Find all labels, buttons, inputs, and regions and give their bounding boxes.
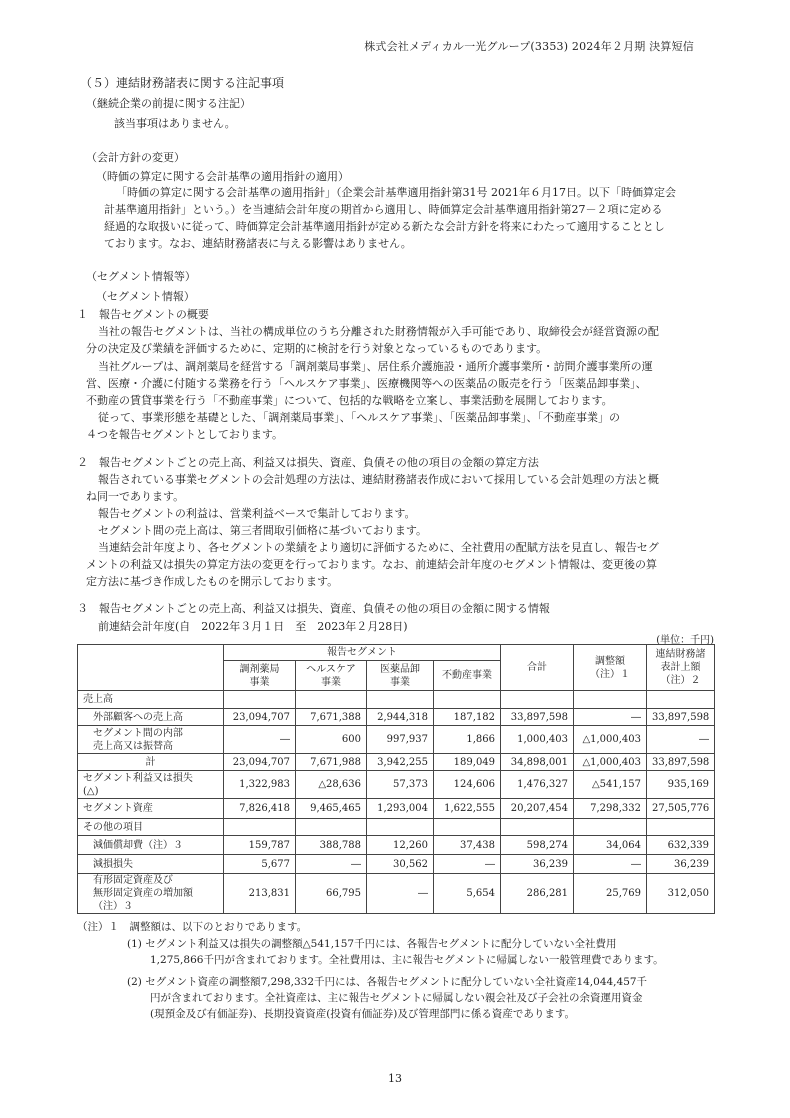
cell: 37,438 <box>434 836 501 855</box>
note-1b-line: (2) セグメント資産の調整額7,298,332千円には、各報告セグメントに配分していない全社資産14,044,457千 <box>127 976 648 988</box>
header-col: 不動産事業 <box>434 661 501 691</box>
s2-line: セグメント間の売上高は、第三者間取引価格に基づいております。 <box>98 524 428 537</box>
table-row <box>78 754 715 771</box>
section-title: （５）連結財務諸表に関する注記事項 <box>80 76 285 90</box>
note-1a-line: (1) セグメント利益又は損失の調整額△541,157千円には、各報告セグメントに配分していない全社費用 <box>127 938 617 950</box>
table-row <box>78 726 715 754</box>
s1-line: 不動産の賃貸事業を行う「不動産事業」について、包括的な戦略を立案し、事業活動を展開しております。 <box>86 394 613 407</box>
cell: ― <box>647 726 715 754</box>
cell: 598,274 <box>501 836 574 855</box>
segment-info-title: （セグメント情報等） <box>86 270 196 283</box>
note-1a-line: 1,275,866千円が含まれております。全社費用は、主に報告セグメントに帰属しない一般管理費であります。 <box>150 954 664 966</box>
row-label: 計 <box>78 754 224 771</box>
note-1: （注）１ 調整額は、以下のとおりであります。 <box>77 921 308 933</box>
going-concern-body: 該当事項はありません。 <box>114 117 236 130</box>
s1-title: １ 報告セグメントの概要 <box>77 308 209 321</box>
s2-title: ２ 報告セグメントごとの売上高、利益又は損失、資産、負債その他の項目の金額の算定方法 <box>77 456 539 469</box>
row-label: 有形固定資産及び 無形固定資産の増加額 （注）３ <box>93 875 193 912</box>
s2-line: 当連結会計年度より、各セグメントの業績をより適切に評価するために、全社費用の配賦方法を見直し、報告セグ <box>98 541 659 554</box>
s1-line: 分の決定及び業績を評価するために、定期的に検討を行う対象となっているものであります。 <box>86 342 548 355</box>
cell: 935,169 <box>647 771 715 799</box>
unit-label: (単位：千円) <box>656 635 714 646</box>
cell: 997,937 <box>367 726 434 754</box>
cell: 23,094,707 <box>224 709 296 726</box>
table-row <box>78 836 715 855</box>
cell: 36,239 <box>647 855 715 874</box>
table-row <box>78 799 715 819</box>
s1-line: 当社グループは、調剤薬局を経営する「調剤薬局事業」、居住系介護施設・通所介護事業所・訪問介護事業所の運 <box>98 360 653 373</box>
cell: 1,866 <box>434 726 501 754</box>
cell: 159,787 <box>224 836 296 855</box>
header-col: ヘルスケア 事業 <box>296 661 367 691</box>
cell: 57,373 <box>367 771 434 799</box>
cell: 34,064 <box>574 836 647 855</box>
note-1b-line: (現預金及び有価証券)、長期投資資産(投資有価証券)及び管理部門に係る資産であります。 <box>150 1008 576 1020</box>
cell: 36,239 <box>501 855 574 874</box>
s3-title: ３ 報告セグメントごとの売上高、利益又は損失、資産、負債その他の項目の金額に関する情報 <box>77 602 550 615</box>
table-row <box>78 771 715 799</box>
cell: ― <box>224 726 296 754</box>
header-report-segment: 報告セグメント <box>224 645 501 661</box>
cell: 7,671,988 <box>296 754 367 771</box>
s2-line: ね同一であります。 <box>86 490 185 503</box>
cell: 7,826,418 <box>224 799 296 819</box>
cell: ― <box>296 855 367 874</box>
row-label: セグメント間の内部 売上高又は振替高 <box>93 727 183 752</box>
header-blank <box>78 645 224 691</box>
cell: 1,622,555 <box>434 799 501 819</box>
accounting-change-subtitle: （時価の算定に関する会計基準の適用指針の適用） <box>96 170 349 183</box>
row-label: 減価償却費（注）３ <box>93 839 183 851</box>
cell: 1,293,004 <box>367 799 434 819</box>
cell: 34,898,001 <box>501 754 574 771</box>
cell: 2,944,318 <box>367 709 434 726</box>
cell: 286,281 <box>501 874 574 914</box>
accounting-change-line: 計基準適用指針」という。）を当連結会計年度の期首から適用し、時価算定会計基準適用指針第27－２項に定める <box>104 203 663 216</box>
cell: 9,465,465 <box>296 799 367 819</box>
s3-period: 前連結会計年度(自 2022年３月１日 至 2023年２月28日) <box>98 620 408 633</box>
s1-line: 従って、事業形態を基礎とした、「調剤薬局事業」、「ヘルスケア事業」、「医薬品卸事業」、「不動産事業」の <box>98 411 620 424</box>
page-number: 13 <box>388 1072 402 1085</box>
cell: 312,050 <box>647 874 715 914</box>
s1-line: 当社の報告セグメントは、当社の構成単位のうち分離された財務情報が入手可能であり、取締役会が経営資源の配 <box>98 325 659 338</box>
cell: 12,260 <box>367 836 434 855</box>
other-items-label: その他の項目 <box>78 819 224 836</box>
accounting-change-line: 「時価の算定に関する会計基準の適用指針」（企業会計基準適用指針第31号 2021年６月17日。以下「時価算定会 <box>116 186 676 199</box>
cell: 30,562 <box>367 855 434 874</box>
page-header: 株式会社メディカル一光グループ(3353) 2024年２月期 決算短信 <box>364 40 694 53</box>
cell: 1,000,403 <box>501 726 574 754</box>
cell: 124,606 <box>434 771 501 799</box>
cell: 5,654 <box>434 874 501 914</box>
row-label: 減損損失 <box>93 858 133 870</box>
header-col: 医薬品卸 事業 <box>367 661 434 691</box>
cell: ― <box>574 855 647 874</box>
cell: △1,000,403 <box>574 754 647 771</box>
s1-line: 営、医療・介護に付随する業務を行う「ヘルスケア事業」、医療機関等への医薬品の販売を行う「医薬品卸事業」、 <box>86 377 647 390</box>
s2-line: 定方法に基づき作成したものを開示しております。 <box>86 575 339 588</box>
header-adjust: 調整額 （注）１ <box>574 645 647 691</box>
cell: 632,339 <box>647 836 715 855</box>
cell: 187,182 <box>434 709 501 726</box>
cell: 33,897,598 <box>647 709 715 726</box>
cell: ― <box>574 709 647 726</box>
cell: 5,677 <box>224 855 296 874</box>
cell: 600 <box>296 726 367 754</box>
cell: 20,207,454 <box>501 799 574 819</box>
s2-line: メントの利益又は損失の算定方法の変更を行っております。なお、前連結会計年度のセグメント情報は、変更後の算 <box>86 558 658 571</box>
s1-line: ４つを報告セグメントとしております。 <box>86 428 284 441</box>
cell: 27,505,776 <box>647 799 715 819</box>
table-row <box>78 874 715 914</box>
row-label: 外部顧客への売上高 <box>93 711 183 723</box>
cell: △541,157 <box>574 771 647 799</box>
cell: 33,897,598 <box>501 709 574 726</box>
table-row <box>78 855 715 874</box>
header-consolidated: 連結財務諸 表計上額 （注）２ <box>647 645 715 691</box>
cell: 213,831 <box>224 874 296 914</box>
cell: ― <box>434 855 501 874</box>
segment-info-subtitle: （セグメント情報） <box>96 290 195 303</box>
row-label <box>78 691 224 709</box>
row-label: セグメント資産 <box>78 799 224 819</box>
going-concern-title: （継続企業の前提に関する注記） <box>86 97 251 110</box>
cell: 7,298,332 <box>574 799 647 819</box>
cell: 388,788 <box>296 836 367 855</box>
cell: 1,476,327 <box>501 771 574 799</box>
accounting-change-line: 経過的な取扱いに従って、時価算定会計基準適用指針が定める新たな会計方針を将来にわたって適用することとし <box>104 220 665 233</box>
header-total: 合計 <box>501 645 574 691</box>
cell: 33,897,598 <box>647 754 715 771</box>
header-col: 調剤薬局 事業 <box>224 661 296 691</box>
accounting-change-line: ております。なお、連結財務諸表に与える影響はありません。 <box>104 237 412 250</box>
cell: 189,049 <box>434 754 501 771</box>
s2-line: 報告されている事業セグメントの会計処理の方法は、連結財務諸表作成において採用している会計処理の方法と概 <box>98 473 659 486</box>
cell: 66,795 <box>296 874 367 914</box>
cell: 23,094,707 <box>224 754 296 771</box>
sales-label: 売上高 <box>83 694 113 705</box>
s2-line: 報告セグメントの利益は、営業利益ベースで集計しております。 <box>98 507 416 520</box>
cell: 25,769 <box>574 874 647 914</box>
note-1b-line: 円が含まれております。全社資産は、主に報告セグメントに帰属しない親会社及び子会社の余資運用資金 <box>150 992 643 1004</box>
cell: 7,671,388 <box>296 709 367 726</box>
cell: 3,942,255 <box>367 754 434 771</box>
cell: △1,000,403 <box>574 726 647 754</box>
accounting-change-title: （会計方針の変更） <box>86 151 185 164</box>
segment-table <box>77 644 715 914</box>
cell: 1,322,983 <box>224 771 296 799</box>
table-row <box>78 709 715 726</box>
cell: ― <box>367 874 434 914</box>
cell: △28,636 <box>296 771 367 799</box>
row-label: セグメント利益又は損失 (△) <box>78 771 224 799</box>
